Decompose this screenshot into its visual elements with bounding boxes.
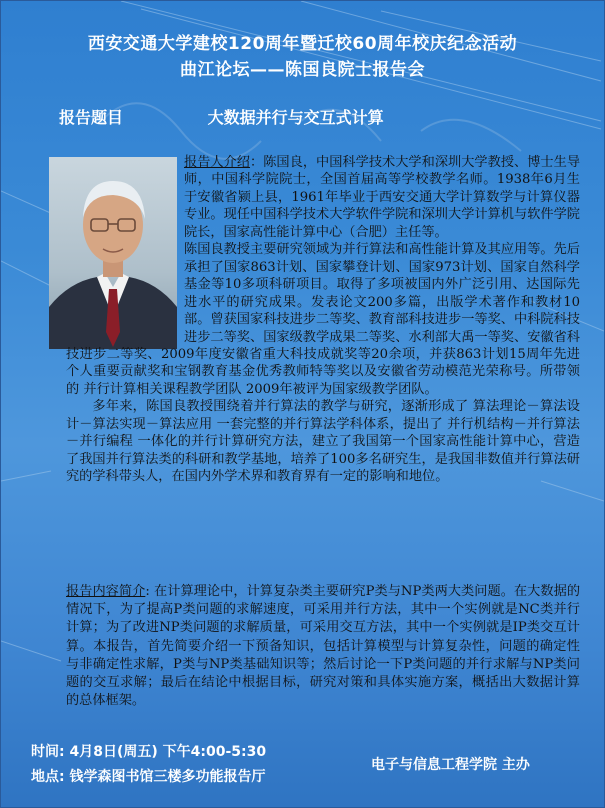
topic-label: 报告题目 bbox=[59, 108, 124, 127]
topic-title: 大数据并行与交互式计算 bbox=[207, 108, 384, 127]
event-time: 时间: 4月8日(周五) 下午4:00-5:30 bbox=[31, 744, 267, 760]
event-place: 地点: 钱学森图书馆三楼多功能报告厅 bbox=[31, 769, 266, 785]
talk-summary bbox=[66, 583, 580, 710]
speaker-bio bbox=[66, 154, 580, 486]
bio-research: 陈国良教授主要研究领域为并行算法和高性能计算及其应用等。先后承担了国家863计划、国家攀登计划、国家973计划、国家自然科学基金等10多项科研项目。取得了多项被国内外广泛引用、达国际先进水平的研究成果。发表论文200多篇，出版学术著作和教材10部。曾获国家科技进步二等奖、教育部科技进步一等奖、中科院科技进步二等奖、国家级教学成果二等奖、水利部大禹一等奖、安徽省科技进步二等奖、2009年度安徽省重大科技成就奖等20余项，并获863计划15周年先进个人重要贡献奖和宝钢教育基金优秀教师特等奖以及安徽省劳动模范光荣称号。所带领的 并行计算相关课程教学团队 2009年被评为国家级教学团队。 bbox=[66, 242, 580, 397]
event-subtitle: 曲江论坛——陈国良院士报告会 bbox=[180, 60, 425, 80]
summary-label: 报告内容简介 bbox=[66, 584, 146, 599]
event-host: 电子与信息工程学院 主办 bbox=[371, 757, 530, 773]
bio-label: 报告人介绍 bbox=[184, 155, 251, 170]
event-title: 西安交通大学建校120周年暨迁校60周年校庆纪念活动 bbox=[87, 34, 518, 54]
bio-contribution: 多年来，陈国良教授围绕着并行算法的教学与研究，逐渐形成了 算法理论－算法设计－算法实现－算法应用 一套完整的并行算法学科体系，提出了 并行机结构－并行算法－并行编程 一体化的并行计算研究方法，建立了我国第一个国家高性能计算中心，营造了我国并行算法类的科研和教学基地，培养了100多名研究生，是我国非数值并行算法研究的学科带头人，在国内外学术界和教育界有一定的影响和地位。 bbox=[66, 399, 580, 485]
summary-text: : 在计算理论中，计算复杂类主要研究P类与NP类两大类问题。在大数据的情况下，为了提高P类问题的求解速度，可采用并行方法，其中一个实例就是NC类并行计算；为了改进NP类问题的求解质量，可采用交互方法，其中一个实例就是IP类交互计算。本报告，首先简要介绍一下预备知识，包括计算模型与计算复杂性，问题的确定性与非确定性求解，P类与NP类基础知识等；然后讨论一下P类问题的并行求解与NP类问题的交互求解；最后在结论中根据目标，研究对策和具体实施方案，概括出大数据计算的总体框架。 bbox=[66, 584, 581, 709]
bio-intro: ：陈国良，中国科学技术大学和深圳大学教授、博士生导师，中国科学院院士，全国首届高等学校教学名师。1938年6月生于安徽省颍上县，1961年毕业于西安交通大学计算数学与计算仪器专业。现任中国科学技术大学软件学院和深圳大学计算机与软件学院院长，国家高性能计算中心（合肥）主任等。 bbox=[184, 155, 581, 240]
talk-topic bbox=[59, 105, 384, 128]
